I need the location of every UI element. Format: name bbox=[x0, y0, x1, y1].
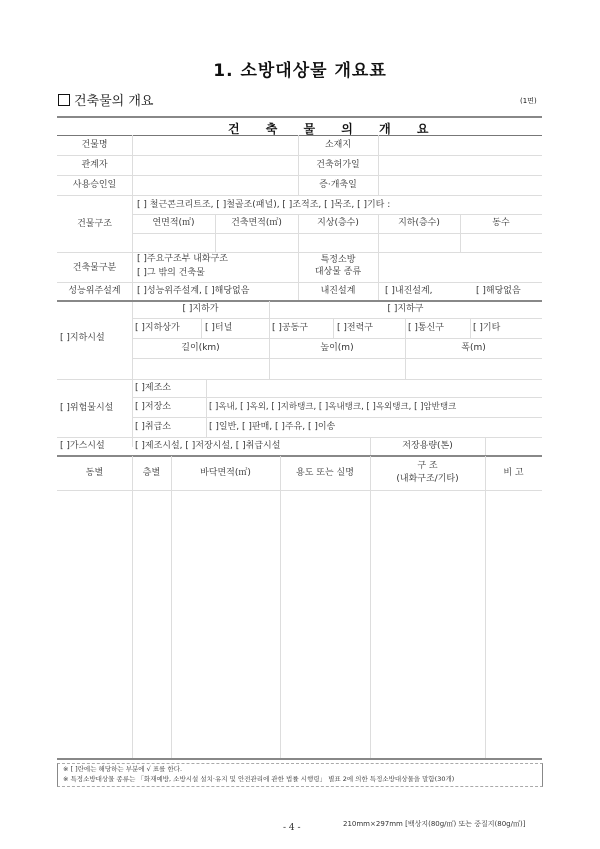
storage-option[interactable]: [ ]저장소 bbox=[135, 402, 171, 412]
height-header: 높이(m) bbox=[320, 343, 354, 353]
remarks-column-header: 비 고 bbox=[503, 468, 524, 478]
seismic-label: 내진설계 bbox=[320, 286, 356, 296]
floor-column-header: 층별 bbox=[142, 468, 161, 478]
checkbox-icon bbox=[58, 94, 70, 106]
divider bbox=[57, 300, 542, 302]
building-name-label: 건물명 bbox=[81, 140, 108, 150]
structure-types[interactable]: [ ] 철근콘크리트조, [ ]철골조(패널), [ ]조적조, [ ]목조, [ ]기타 : bbox=[137, 200, 391, 210]
floor-area-column-header: 바닥면적(㎡) bbox=[200, 468, 251, 478]
handling-option[interactable]: [ ]취급소 bbox=[135, 422, 171, 432]
note-checkmark: ※ [ ]란에는 해당하는 부분에 √ 표를 한다. bbox=[63, 765, 183, 773]
divider bbox=[132, 417, 542, 418]
power-duct-option[interactable]: [ ]전력구 bbox=[337, 323, 373, 333]
length-field[interactable] bbox=[133, 359, 269, 378]
permit-date-field[interactable] bbox=[379, 156, 541, 175]
gas-options[interactable]: [ ]제조시설, [ ]저장시설, [ ]취급시설 bbox=[135, 441, 281, 451]
usage-column-header: 용도 또는 실명 bbox=[296, 468, 354, 478]
seismic-option[interactable]: [ ]내진설계, bbox=[385, 286, 433, 296]
seismic-none-option[interactable]: [ ]해당없음 bbox=[476, 286, 521, 296]
document-title: 1. 소방대상물 개요표 bbox=[213, 61, 387, 81]
classification-label: 건축물구분 bbox=[72, 263, 117, 273]
below-ground-header: 지하(층수) bbox=[398, 218, 440, 228]
telecom-duct-option[interactable]: [ ]통신구 bbox=[408, 323, 444, 333]
notes-box bbox=[57, 763, 543, 787]
divider bbox=[57, 437, 542, 438]
specific-object-label-line1: 특정소방 bbox=[320, 255, 356, 265]
above-ground-header: 지상(층수) bbox=[317, 218, 359, 228]
width-header: 폭(m) bbox=[461, 343, 486, 353]
building-area-field[interactable] bbox=[216, 234, 298, 252]
performance-label: 성능위주설계 bbox=[68, 286, 121, 296]
permit-date-label: 건축허가일 bbox=[316, 160, 360, 170]
section-title bbox=[58, 90, 153, 109]
height-field[interactable] bbox=[270, 359, 405, 378]
table-bottom-border bbox=[57, 758, 542, 760]
paper-spec: 210mm×297mm [백상지(80g/㎡) 또는 중질지(80g/㎡)] bbox=[343, 820, 526, 828]
extension-date-field[interactable] bbox=[379, 176, 541, 195]
structure-label: 건물구조 bbox=[77, 219, 112, 229]
stakeholder-label: 관계자 bbox=[81, 160, 108, 170]
hazardous-label[interactable]: [ ]위험물시설 bbox=[60, 403, 114, 413]
divider bbox=[57, 282, 542, 283]
underground-label[interactable]: [ ]지하시설 bbox=[60, 333, 105, 343]
divider bbox=[201, 318, 202, 338]
building-name-field[interactable] bbox=[133, 136, 297, 155]
underground-street-option[interactable]: [ ]지하가 bbox=[182, 304, 219, 314]
performance-options[interactable]: [ ]성능위주설계, [ ]해당없음 bbox=[137, 286, 250, 296]
table-header: 건 축 물 의 개 요 bbox=[228, 122, 440, 136]
other-underground-option[interactable]: [ ]기타 bbox=[473, 323, 501, 333]
fireproof-structure-option[interactable]: [ ]주요구조부 내화구조 bbox=[137, 254, 228, 264]
building-area-header: 건축면적(㎡) bbox=[231, 218, 282, 228]
storage-capacity-label: 저장용량(톤) bbox=[402, 441, 453, 451]
divider bbox=[206, 379, 207, 437]
building-count-field[interactable] bbox=[461, 234, 541, 252]
storage-options[interactable]: [ ]옥내, [ ]옥외, [ ]지하탱크, [ ]옥내탱크, [ ]옥외탱크, [ ]암반탱크 bbox=[209, 402, 457, 412]
divider bbox=[132, 214, 542, 215]
length-header: 길이(km) bbox=[181, 343, 220, 353]
other-building-option[interactable]: [ ]그 밖의 건축물 bbox=[137, 268, 205, 278]
handling-options[interactable]: [ ]일반, [ ]판매, [ ]주유, [ ]이송 bbox=[209, 422, 336, 432]
structure-column-header: 구 조 bbox=[417, 461, 438, 471]
approval-date-label: 사용승인일 bbox=[72, 180, 117, 190]
building-column-header: 동별 bbox=[85, 468, 104, 478]
above-ground-field[interactable] bbox=[299, 234, 378, 252]
gas-label[interactable]: [ ]가스시설 bbox=[60, 441, 105, 451]
divider bbox=[57, 455, 542, 457]
building-count-header: 동수 bbox=[492, 218, 510, 228]
location-field[interactable] bbox=[379, 136, 541, 155]
manufacturing-option[interactable]: [ ]제조소 bbox=[135, 383, 171, 393]
divider bbox=[57, 379, 542, 380]
total-area-header: 연면적(㎡) bbox=[152, 218, 195, 228]
extension-date-label: 증·개축일 bbox=[319, 180, 357, 190]
width-field[interactable] bbox=[406, 359, 541, 378]
underground-mall-option[interactable]: [ ]지하상가 bbox=[135, 323, 180, 333]
divider bbox=[470, 318, 471, 338]
page-count: (1면) bbox=[520, 97, 537, 105]
page-number: - 4 - bbox=[283, 823, 301, 833]
total-area-field[interactable] bbox=[133, 234, 215, 252]
specific-object-field[interactable] bbox=[379, 253, 541, 281]
divider bbox=[132, 318, 542, 319]
divider bbox=[132, 397, 542, 398]
storage-capacity-field[interactable] bbox=[486, 438, 541, 455]
floor-table-body[interactable] bbox=[57, 491, 542, 757]
location-label: 소재지 bbox=[324, 140, 352, 150]
divider bbox=[57, 195, 542, 196]
approval-date-field[interactable] bbox=[133, 176, 297, 195]
below-ground-field[interactable] bbox=[379, 234, 460, 252]
divider bbox=[132, 338, 542, 339]
structure-column-subheader: (내화구조/기타) bbox=[396, 474, 459, 484]
stakeholder-field[interactable] bbox=[133, 156, 297, 175]
note-specific-object: ※ 특정소방대상물 종류는 「화재예방, 소방시설 설치·유지 및 안전관리에 관한 법률 시행령」 별표 2에 의한 특정소방대상물을 말함(30개) bbox=[63, 775, 455, 783]
table-top-border bbox=[57, 116, 542, 118]
common-duct-option[interactable]: [ ]공동구 bbox=[272, 323, 308, 333]
divider bbox=[333, 318, 334, 338]
specific-object-label-line2: 대상물 종류 bbox=[314, 267, 362, 277]
tunnel-option[interactable]: [ ]터널 bbox=[205, 323, 233, 333]
utility-tunnel-option[interactable]: [ ]지하구 bbox=[387, 304, 424, 314]
section-title-text: 건축물의 개요 bbox=[74, 94, 154, 109]
